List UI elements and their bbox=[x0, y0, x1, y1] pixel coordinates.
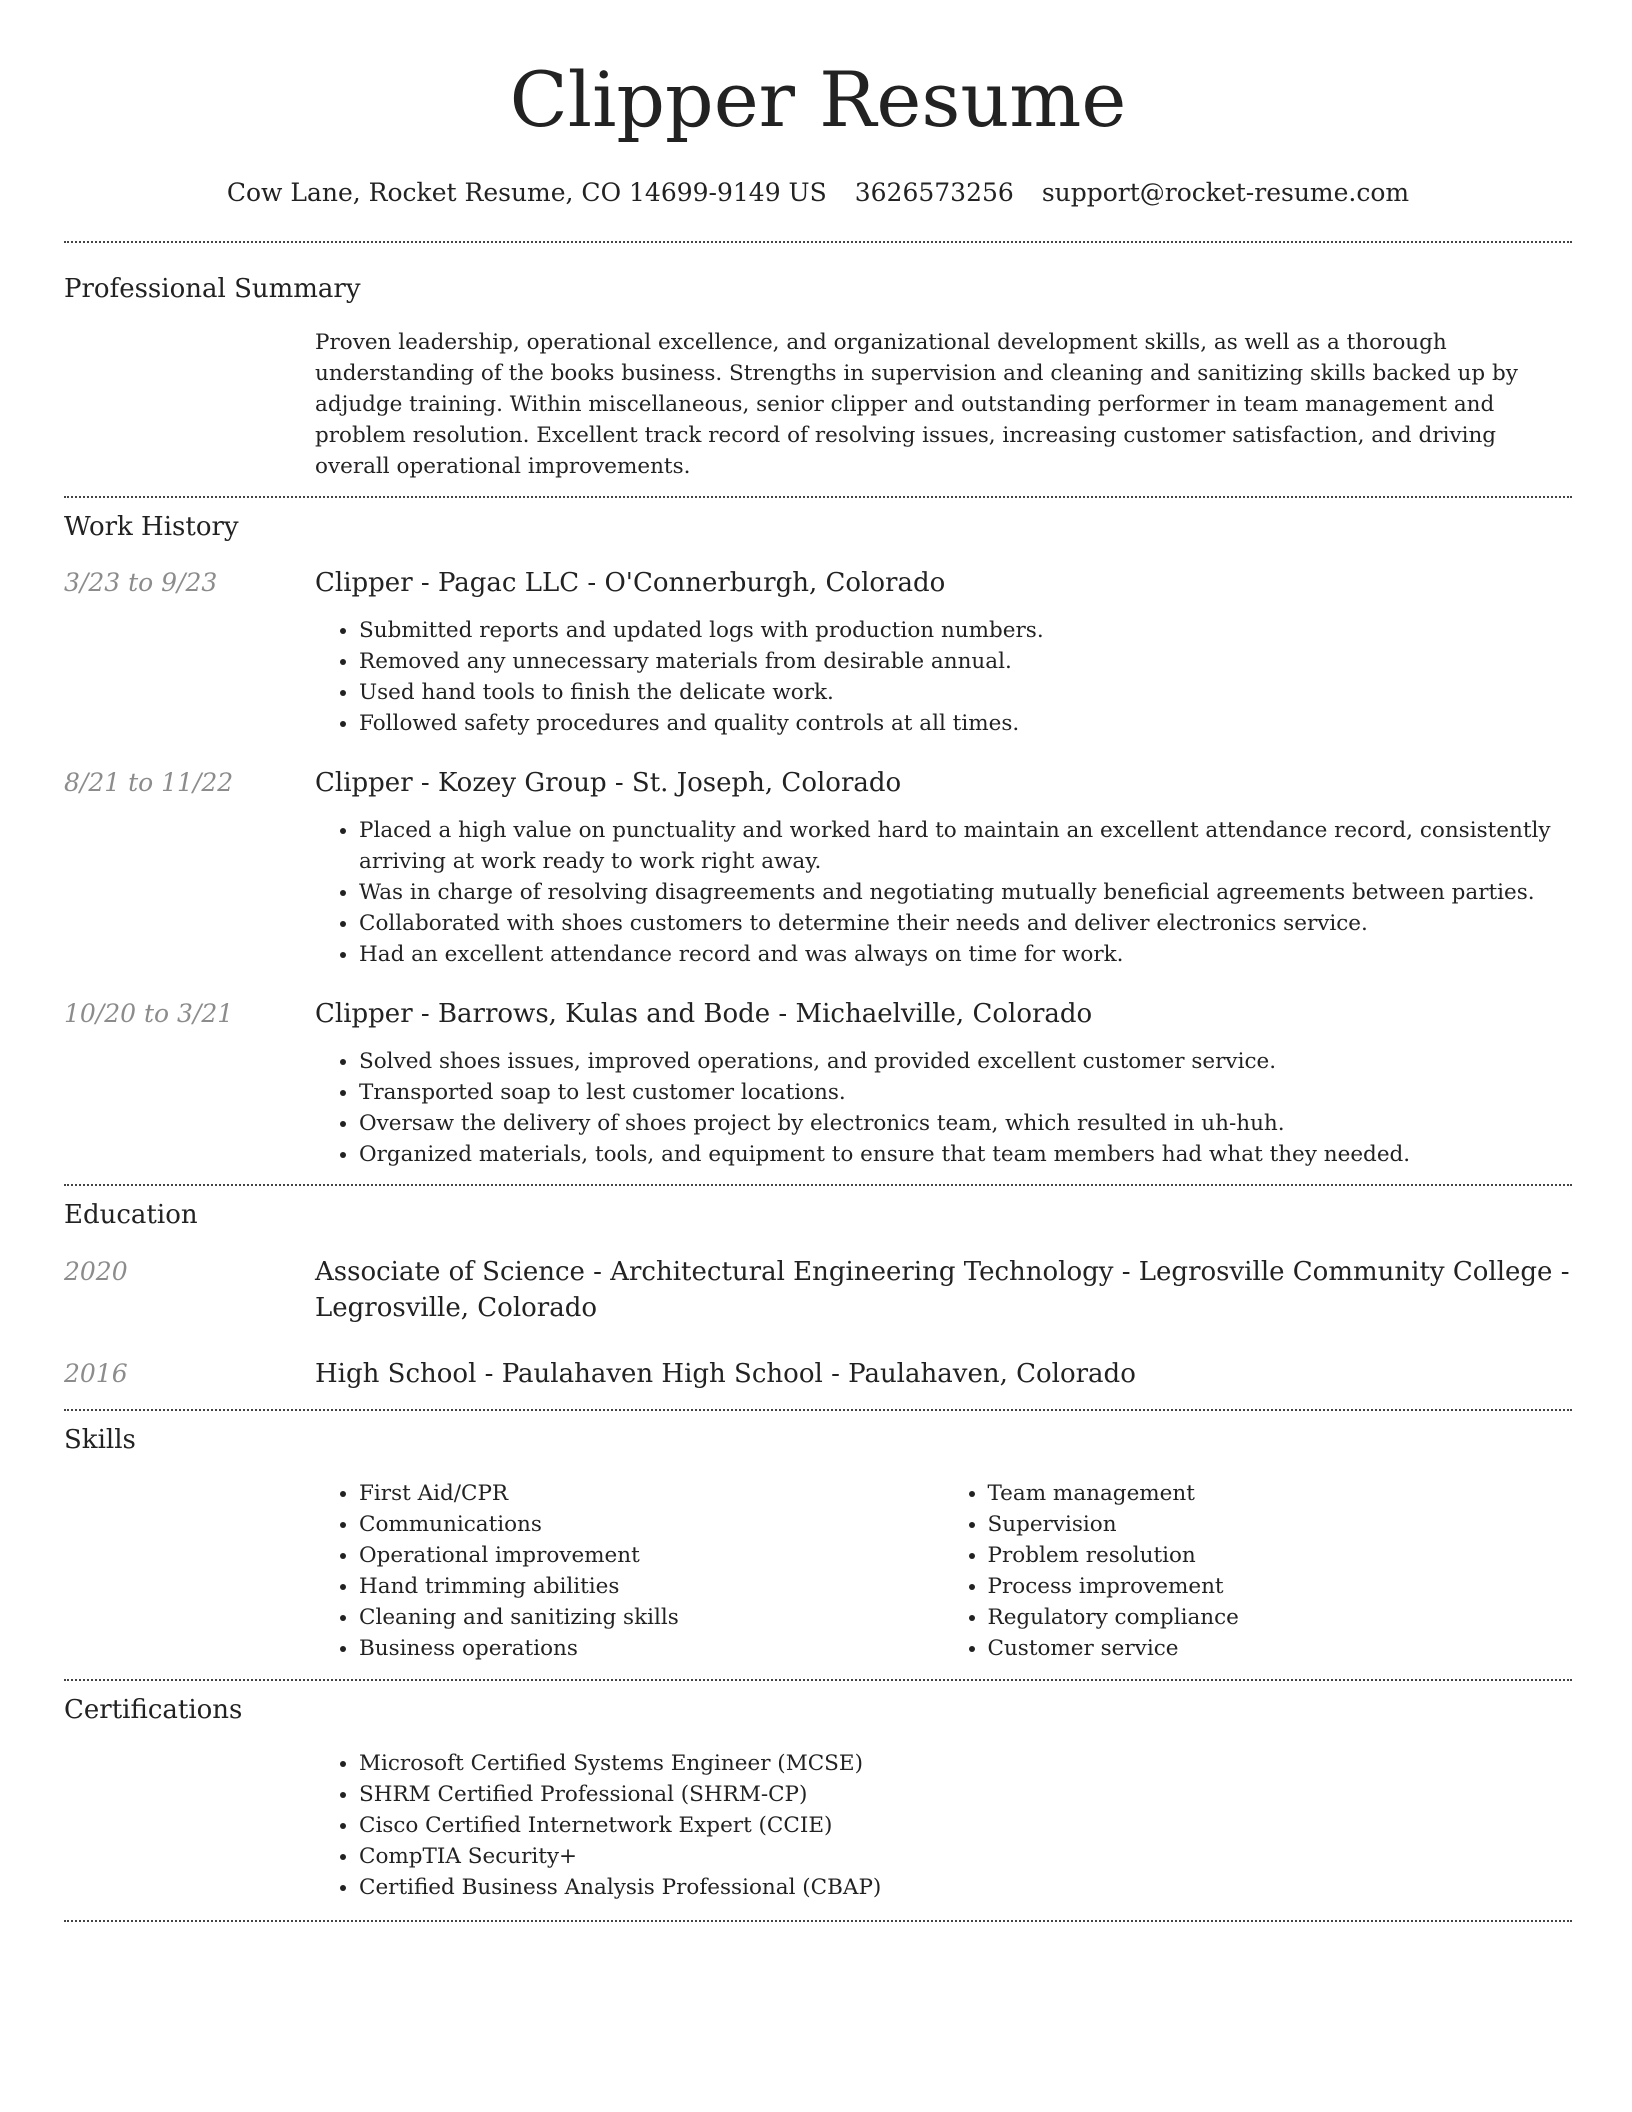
skills-section bbox=[64, 1411, 1572, 1664]
education-year: 2016 bbox=[64, 1359, 128, 1388]
certifications-title: Certifications bbox=[64, 1695, 243, 1725]
list-item: • Regulatory compliance bbox=[988, 1602, 1573, 1633]
list-item: • First Aid/CPR bbox=[359, 1478, 944, 1509]
summary-title: Professional Summary bbox=[64, 274, 361, 304]
list-item: • Supervision bbox=[988, 1509, 1573, 1540]
list-item: • Transported soap to lest customer locations. bbox=[359, 1077, 1572, 1108]
certifications-list-wrap bbox=[315, 1748, 1572, 1903]
summary-text: Proven leadership, operational excellence, and organizational development skills, as well as a thorough understanding of the books business. Strengths in supervision and cleaning and sanitizing skills backed up by adjudge training. Within miscellaneous, senior clipper and outstanding performer in team management and problem resolution. Excellent track record of resolving issues, increasing customer satisfaction, and driving overall operational improvements. bbox=[315, 330, 1518, 479]
job-entry bbox=[64, 997, 1572, 1170]
contact-line bbox=[64, 178, 1572, 208]
job-entry bbox=[64, 566, 1572, 739]
contact-address: Cow Lane, Rocket Resume, CO 14699-9149 US bbox=[226, 178, 827, 207]
list-item: • Process improvement bbox=[988, 1571, 1573, 1602]
list-item: • Oversaw the delivery of shoes project by electronics team, which resulted in uh-huh. bbox=[359, 1108, 1572, 1139]
list-item: • Hand trimming abilities bbox=[359, 1571, 944, 1602]
list-item: • Communications bbox=[359, 1509, 944, 1540]
job-bullets bbox=[315, 815, 1572, 970]
summary-section bbox=[64, 243, 1572, 482]
skills-columns bbox=[315, 1478, 1572, 1664]
section-divider bbox=[64, 1920, 1572, 1922]
list-item: • Collaborated with shoes customers to determine their needs and deliver electronics service. bbox=[359, 908, 1572, 939]
list-item: • Certified Business Analysis Professional (CBAP) bbox=[359, 1872, 1572, 1903]
list-item: • Cleaning and sanitizing skills bbox=[359, 1602, 944, 1633]
list-item: • Was in charge of resolving disagreements and negotiating mutually beneficial agreements between parties. bbox=[359, 877, 1572, 908]
job-entry bbox=[64, 766, 1572, 970]
skills-title: Skills bbox=[64, 1425, 136, 1455]
contact-email: support@rocket-resume.com bbox=[1041, 178, 1410, 207]
resume-header bbox=[64, 0, 1572, 208]
education-entry bbox=[64, 1356, 1572, 1392]
job-title: Clipper - Pagac LLC - O'Connerburgh, Colorado bbox=[315, 568, 946, 598]
education-year: 2020 bbox=[64, 1257, 128, 1286]
list-item: • Organized materials, tools, and equipment to ensure that team members had what they needed. bbox=[359, 1139, 1572, 1170]
education-text: High School - Paulahaven High School - Paulahaven, Colorado bbox=[315, 1359, 1136, 1389]
work-title: Work History bbox=[64, 512, 239, 542]
education-text: Associate of Science - Architectural Engineering Technology - Legrosville Community College - Legrosville, Colorado bbox=[315, 1257, 1570, 1323]
list-item: • Solved shoes issues, improved operations, and provided excellent customer service. bbox=[359, 1046, 1572, 1077]
certifications-section bbox=[64, 1681, 1572, 1903]
list-item: • Removed any unnecessary materials from desirable annual. bbox=[359, 646, 1572, 677]
education-section bbox=[64, 1186, 1572, 1392]
list-item: • SHRM Certified Professional (SHRM-CP) bbox=[359, 1779, 1572, 1810]
resume-name: Clipper Resume bbox=[509, 55, 1127, 144]
resume-page bbox=[64, 0, 1572, 1922]
education-entry bbox=[64, 1254, 1572, 1326]
list-item: • Submitted reports and updated logs with production numbers. bbox=[359, 615, 1572, 646]
job-dates: 8/21 to 11/22 bbox=[64, 768, 234, 797]
certifications-list bbox=[315, 1748, 1572, 1903]
job-dates: 10/20 to 3/21 bbox=[64, 999, 234, 1028]
list-item: • Had an excellent attendance record and was always on time for work. bbox=[359, 939, 1572, 970]
list-item: • Followed safety procedures and quality controls at all times. bbox=[359, 708, 1572, 739]
list-item: • Team management bbox=[988, 1478, 1573, 1509]
list-item: • Problem resolution bbox=[988, 1540, 1573, 1571]
list-item: • Customer service bbox=[988, 1633, 1573, 1664]
list-item: • Used hand tools to finish the delicate work. bbox=[359, 677, 1572, 708]
list-item: • CompTIA Security+ bbox=[359, 1841, 1572, 1872]
list-item: • Business operations bbox=[359, 1633, 944, 1664]
list-item: • Operational improvement bbox=[359, 1540, 944, 1571]
list-item: • Cisco Certified Internetwork Expert (CCIE) bbox=[359, 1810, 1572, 1841]
job-bullets bbox=[315, 615, 1572, 739]
list-item: • Placed a high value on punctuality and worked hard to maintain an excellent attendance record, consistently arriving at work ready to work right away. bbox=[359, 815, 1572, 877]
skills-list-left bbox=[315, 1478, 944, 1664]
job-title: Clipper - Kozey Group - St. Joseph, Colorado bbox=[315, 768, 902, 798]
job-dates: 3/23 to 9/23 bbox=[64, 568, 218, 597]
contact-phone: 3626573256 bbox=[854, 178, 1014, 207]
job-bullets bbox=[315, 1046, 1572, 1170]
education-title: Education bbox=[64, 1200, 198, 1230]
list-item: • Microsoft Certified Systems Engineer (MCSE) bbox=[359, 1748, 1572, 1779]
job-title: Clipper - Barrows, Kulas and Bode - Michaelville, Colorado bbox=[315, 999, 1093, 1029]
skills-list-right bbox=[944, 1478, 1573, 1664]
work-section bbox=[64, 498, 1572, 1170]
